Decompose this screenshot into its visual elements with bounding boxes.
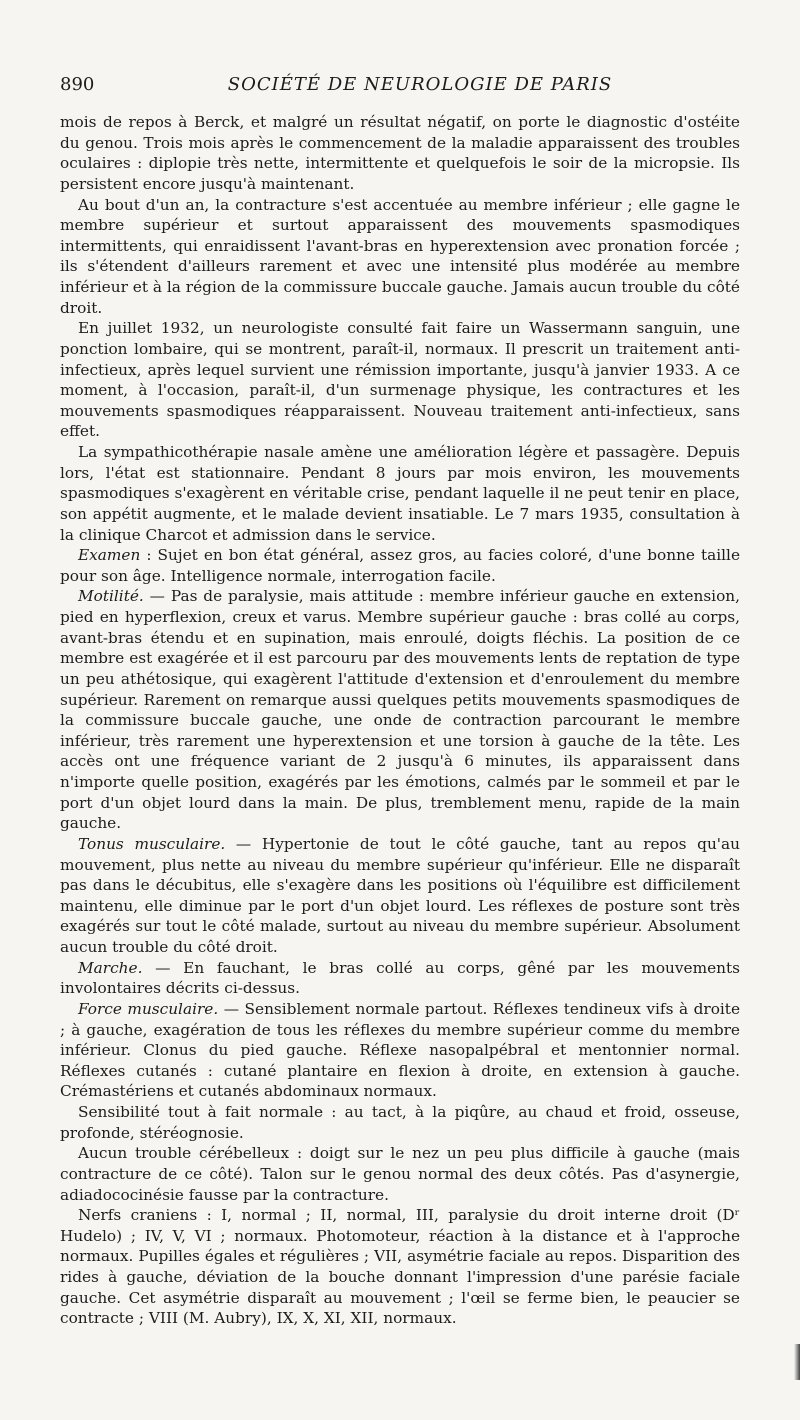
paragraph-label: Force musculaire. (78, 999, 219, 1018)
paragraph-motilite: Motilité. — Pas de paralysie, mais attitude : membre inférieur gauche en extension, pied en hyperflexion, creux et varus. Membre supérieur gauche : bras collé au corps, avant-bras étendu et en supination, mais enroulé, doigts fléchis. La position de ce membre est exagérée et il est parcouru par des mouvements lents de reptation de type un peu athétosique, qui exagèrent l'attitude d'extension et d'enroulement du membre supérieur. Rarement on remarque aussi quelques petits mouvements spasmodiques de la commissure buccale gauche, une onde de contraction parcourant le membre inférieur, très rarement une hyperextension et une torsion à gauche de la tête. Les accès ont une fréquence variant de 2 jusqu'à 6 minutes, ils apparaissent dans n'importe quelle position, exagérés par les émotions, calmés par le sommeil et par le port d'un objet lourd dans la main. De plus, tremblement menu, rapide de la main gauche. (60, 587, 740, 833)
paragraph-label: Examen (78, 546, 141, 565)
paragraph-force: Force musculaire. — Sensiblement normale partout. Réflexes tendineux vifs à droite ; à gauche, exagération de tous les réflexes du membre supérieur comme du membre inférieur. Clonus du pied gauche. Réflexe nasopalpébral et mentonnier normal. Réflexes cutanés : cutané plantaire en flexion à droite, en extension à gauche. Crémastériens et cutanés abdominaux normaux. (60, 999, 740, 1101)
paragraph: Aucun trouble cérébelleux : doigt sur le nez un peu plus difficile à gauche (mais contracture de ce côté). Talon sur le genou normal des deux côtés. Pas d'asynergie, adiadococinésie fausse par la contracture. (60, 1144, 740, 1204)
paragraph-tonus: Tonus musculaire. — Hypertonie de tout le côté gauche, tant au repos qu'au mouvement, plus nette au niveau du membre supérieur qu'inférieur. Elle ne disparaît pas dans le décubitus, elle s'exagère dans les positions où l'équilibre est difficilement maintenu, elle diminue par le port d'un objet lourd. Les réflexes de posture sont très exagérés sur tout le côté malade, surtout au niveau du membre supérieur. Absolument aucun trouble du côté droit. (60, 834, 740, 956)
paragraph: Sensibilité tout à fait normale : au tact, à la piqûre, au chaud et froid, osseuse, profonde, stéréognosie. (60, 1103, 740, 1142)
running-title: SOCIÉTÉ DE NEUROLOGIE DE PARIS (227, 74, 613, 95)
paragraph: Nerfs craniens : I, normal ; II, normal, III, paralysie du droit interne droit (Dʳ Hudelo) ; IV, V, VI ; normaux. Photomoteur, réaction à la distance et à l'approche normaux. Pupilles égales et régulières ; VII, asymétrie faciale au repos. Disparition des rides à gauche, déviation de la bouche donnant l'impression d'une parésie faciale gauche. Cet asymétrie disparaît au mouvement ; l'œil se ferme bien, le peaucier se contracte ; VIII (M. Aubry), IX, X, XI, XII, normaux. (60, 1206, 740, 1328)
paragraph: En juillet 1932, un neurologiste consulté fait faire un Wassermann sanguin, une ponction lombaire, qui se montrent, paraît-il, normaux. Il prescrit un traitement anti-infectieux, après lequel survient une rémission importante, jusqu'à janvier 1933. A ce moment, à l'occasion, paraît-il, d'un surmenage physique, les contractures et les mouvements spasmodiques réapparaissent. Nouveau traitement anti-infectieux, sans effet. (60, 319, 740, 441)
paragraph: mois de repos à Berck, et malgré un résultat négatif, on porte le diagnostic d'ostéite du genou. Trois mois après le commencement de la maladie apparaissent des troubles oculaires : diplopie très nette, intermittente et quelquefois le soir de la micropsie. Ils persistent encore jusqu'à maintenant. (60, 113, 740, 193)
paragraph-marche: Marche. — En fauchant, le bras collé au corps, gêné par les mouvements involontaires décrits ci-dessus. (60, 958, 740, 998)
page-header (60, 74, 740, 100)
scan-edge-mark (794, 1344, 800, 1380)
body-text (60, 112, 740, 1329)
paragraph-label: Marche. (78, 958, 143, 977)
page-number: 890 (60, 74, 95, 95)
paragraph-label: Motilité. (78, 587, 144, 606)
paragraph: La sympathicothérapie nasale amène une amélioration légère et passagère. Depuis lors, l'état est stationnaire. Pendant 8 jours par mois environ, les mouvements spasmodiques s'exagèrent en véritable crise, pendant laquelle il ne peut tenir en place, son appétit augmente, et le malade devient insatiable. Le 7 mars 1935, consultation à la clinique Charcot et admission dans le service. (60, 443, 740, 544)
paragraph-label: Tonus musculaire. (78, 834, 226, 853)
paragraph-examen: Examen : Sujet en bon état général, assez gros, au facies coloré, d'une bonne taille pour son âge. Intelligence normale, interrogation facile. (60, 546, 740, 585)
paragraph: Au bout d'un an, la contracture s'est accentuée au membre inférieur ; elle gagne le membre supérieur et surtout apparaissent des mouvements spasmodiques intermittents, qui enraidissent l'avant-bras en hyperextension avec pronation forcée ; ils s'étendent d'ailleurs rarement et avec une intensité plus modérée au membre inférieur et à la région de la commissure buccale gauche. Jamais aucun trouble du côté droit. (60, 195, 740, 317)
